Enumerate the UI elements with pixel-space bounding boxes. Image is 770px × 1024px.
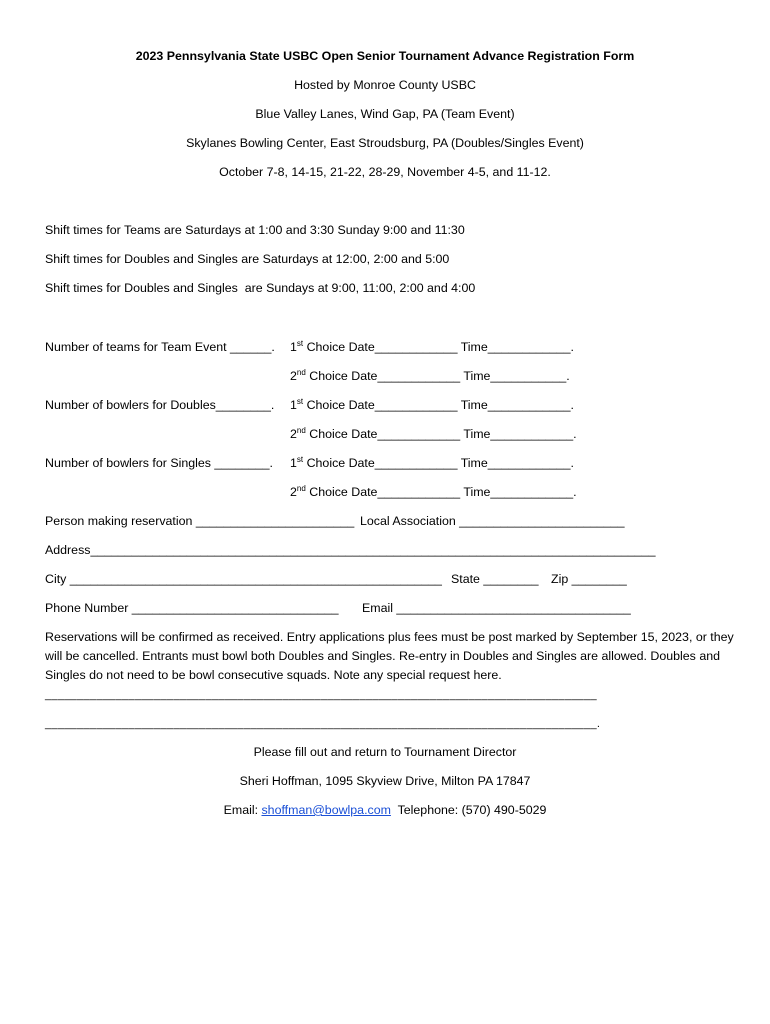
doubles-venue-line: Skylanes Bowling Center, East Stroudsburg, PA (Doubles/Singles Event) <box>186 136 584 150</box>
teams-second-choice-date[interactable]: 2nd Choice Date____________ Time___________. <box>290 367 570 383</box>
email-field[interactable]: Email __________________________________ <box>362 601 631 615</box>
teams-first-choice-date[interactable]: 1st Choice Date____________ Time____________. <box>290 338 574 354</box>
return-instruction: Please fill out and return to Tournament Director <box>253 745 517 759</box>
state-field[interactable]: State ________ <box>451 572 539 586</box>
doubles-first-choice-date[interactable]: 1st Choice Date____________ Time____________. <box>290 396 574 412</box>
singles-second-choice-date[interactable]: 2nd Choice Date____________ Time____________. <box>290 483 577 499</box>
special-request-line-1[interactable]: ______________________________________________________________________________________ <box>45 689 597 701</box>
doubles-second-choice-date[interactable]: 2nd Choice Date____________ Time____________. <box>290 425 577 441</box>
dates-line: October 7-8, 14-15, 21-22, 28-29, November 4-5, and 11-12. <box>219 165 551 179</box>
teams-second-choice-time[interactable]: Time___________. <box>463 369 570 383</box>
shift-teams: Shift times for Teams are Saturdays at 1:00 and 3:30 Sunday 9:00 and 11:30 <box>45 223 465 237</box>
person-reservation-field[interactable]: Person making reservation _______________________ <box>45 514 355 528</box>
singles-count-field[interactable]: Number of bowlers for Singles ________. <box>45 456 273 470</box>
doubles-first-choice-time[interactable]: Time____________. <box>460 398 574 412</box>
singles-first-choice-date[interactable]: 1st Choice Date____________ Time____________. <box>290 454 574 470</box>
teams-count-field[interactable]: Number of teams for Team Event ______. <box>45 340 275 354</box>
zip-field[interactable]: Zip ________ <box>551 572 627 586</box>
host-line: Hosted by Monroe County USBC <box>294 78 476 92</box>
doubles-second-choice-time[interactable]: Time____________. <box>463 427 577 441</box>
director-contact <box>0 802 770 818</box>
singles-second-choice-time[interactable]: Time____________. <box>463 485 577 499</box>
director-address: Sheri Hoffman, 1095 Skyview Drive, Milton PA 17847 <box>239 774 531 788</box>
reservation-notes: Reservations will be confirmed as received. Entry applications plus fees must be post marked by September 15, 2023, or they will be cancelled. Entrants must bowl both Doubles and Singles. Re-entry in Doubles and Singles are allowed. Doubles and Singles do not need to be bowl consecutive squads. Note any special request here. <box>45 630 734 682</box>
email-label: Email: <box>223 803 262 817</box>
teams-first-choice-time[interactable]: Time____________. <box>460 340 574 354</box>
shift-doubles-saturday: Shift times for Doubles and Singles are Saturdays at 12:00, 2:00 and 5:00 <box>45 252 450 266</box>
doubles-count-field[interactable]: Number of bowlers for Doubles________. <box>45 398 275 412</box>
special-request-line-2[interactable]: ______________________________________________________________________________________. <box>45 718 601 730</box>
form-title: 2023 Pennsylvania State USBC Open Senior Tournament Advance Registration Form <box>135 49 635 63</box>
shift-doubles-sunday: Shift times for Doubles and Singles are Sundays at 9:00, 11:00, 2:00 and 4:00 <box>45 281 476 295</box>
phone-field[interactable]: Phone Number ______________________________ <box>45 601 339 615</box>
team-venue-line: Blue Valley Lanes, Wind Gap, PA (Team Event) <box>255 107 515 121</box>
city-field[interactable]: City ______________________________________________________ <box>45 572 442 586</box>
local-association-field[interactable]: Local Association ________________________ <box>360 514 625 528</box>
director-telephone: Telephone: (570) 490-5029 <box>390 803 547 817</box>
director-email-link[interactable]: shoffman@bowlpa.com <box>261 803 391 817</box>
address-field[interactable]: Address__________________________________________________________________________________ <box>45 543 656 557</box>
singles-first-choice-time[interactable]: Time____________. <box>460 456 574 470</box>
